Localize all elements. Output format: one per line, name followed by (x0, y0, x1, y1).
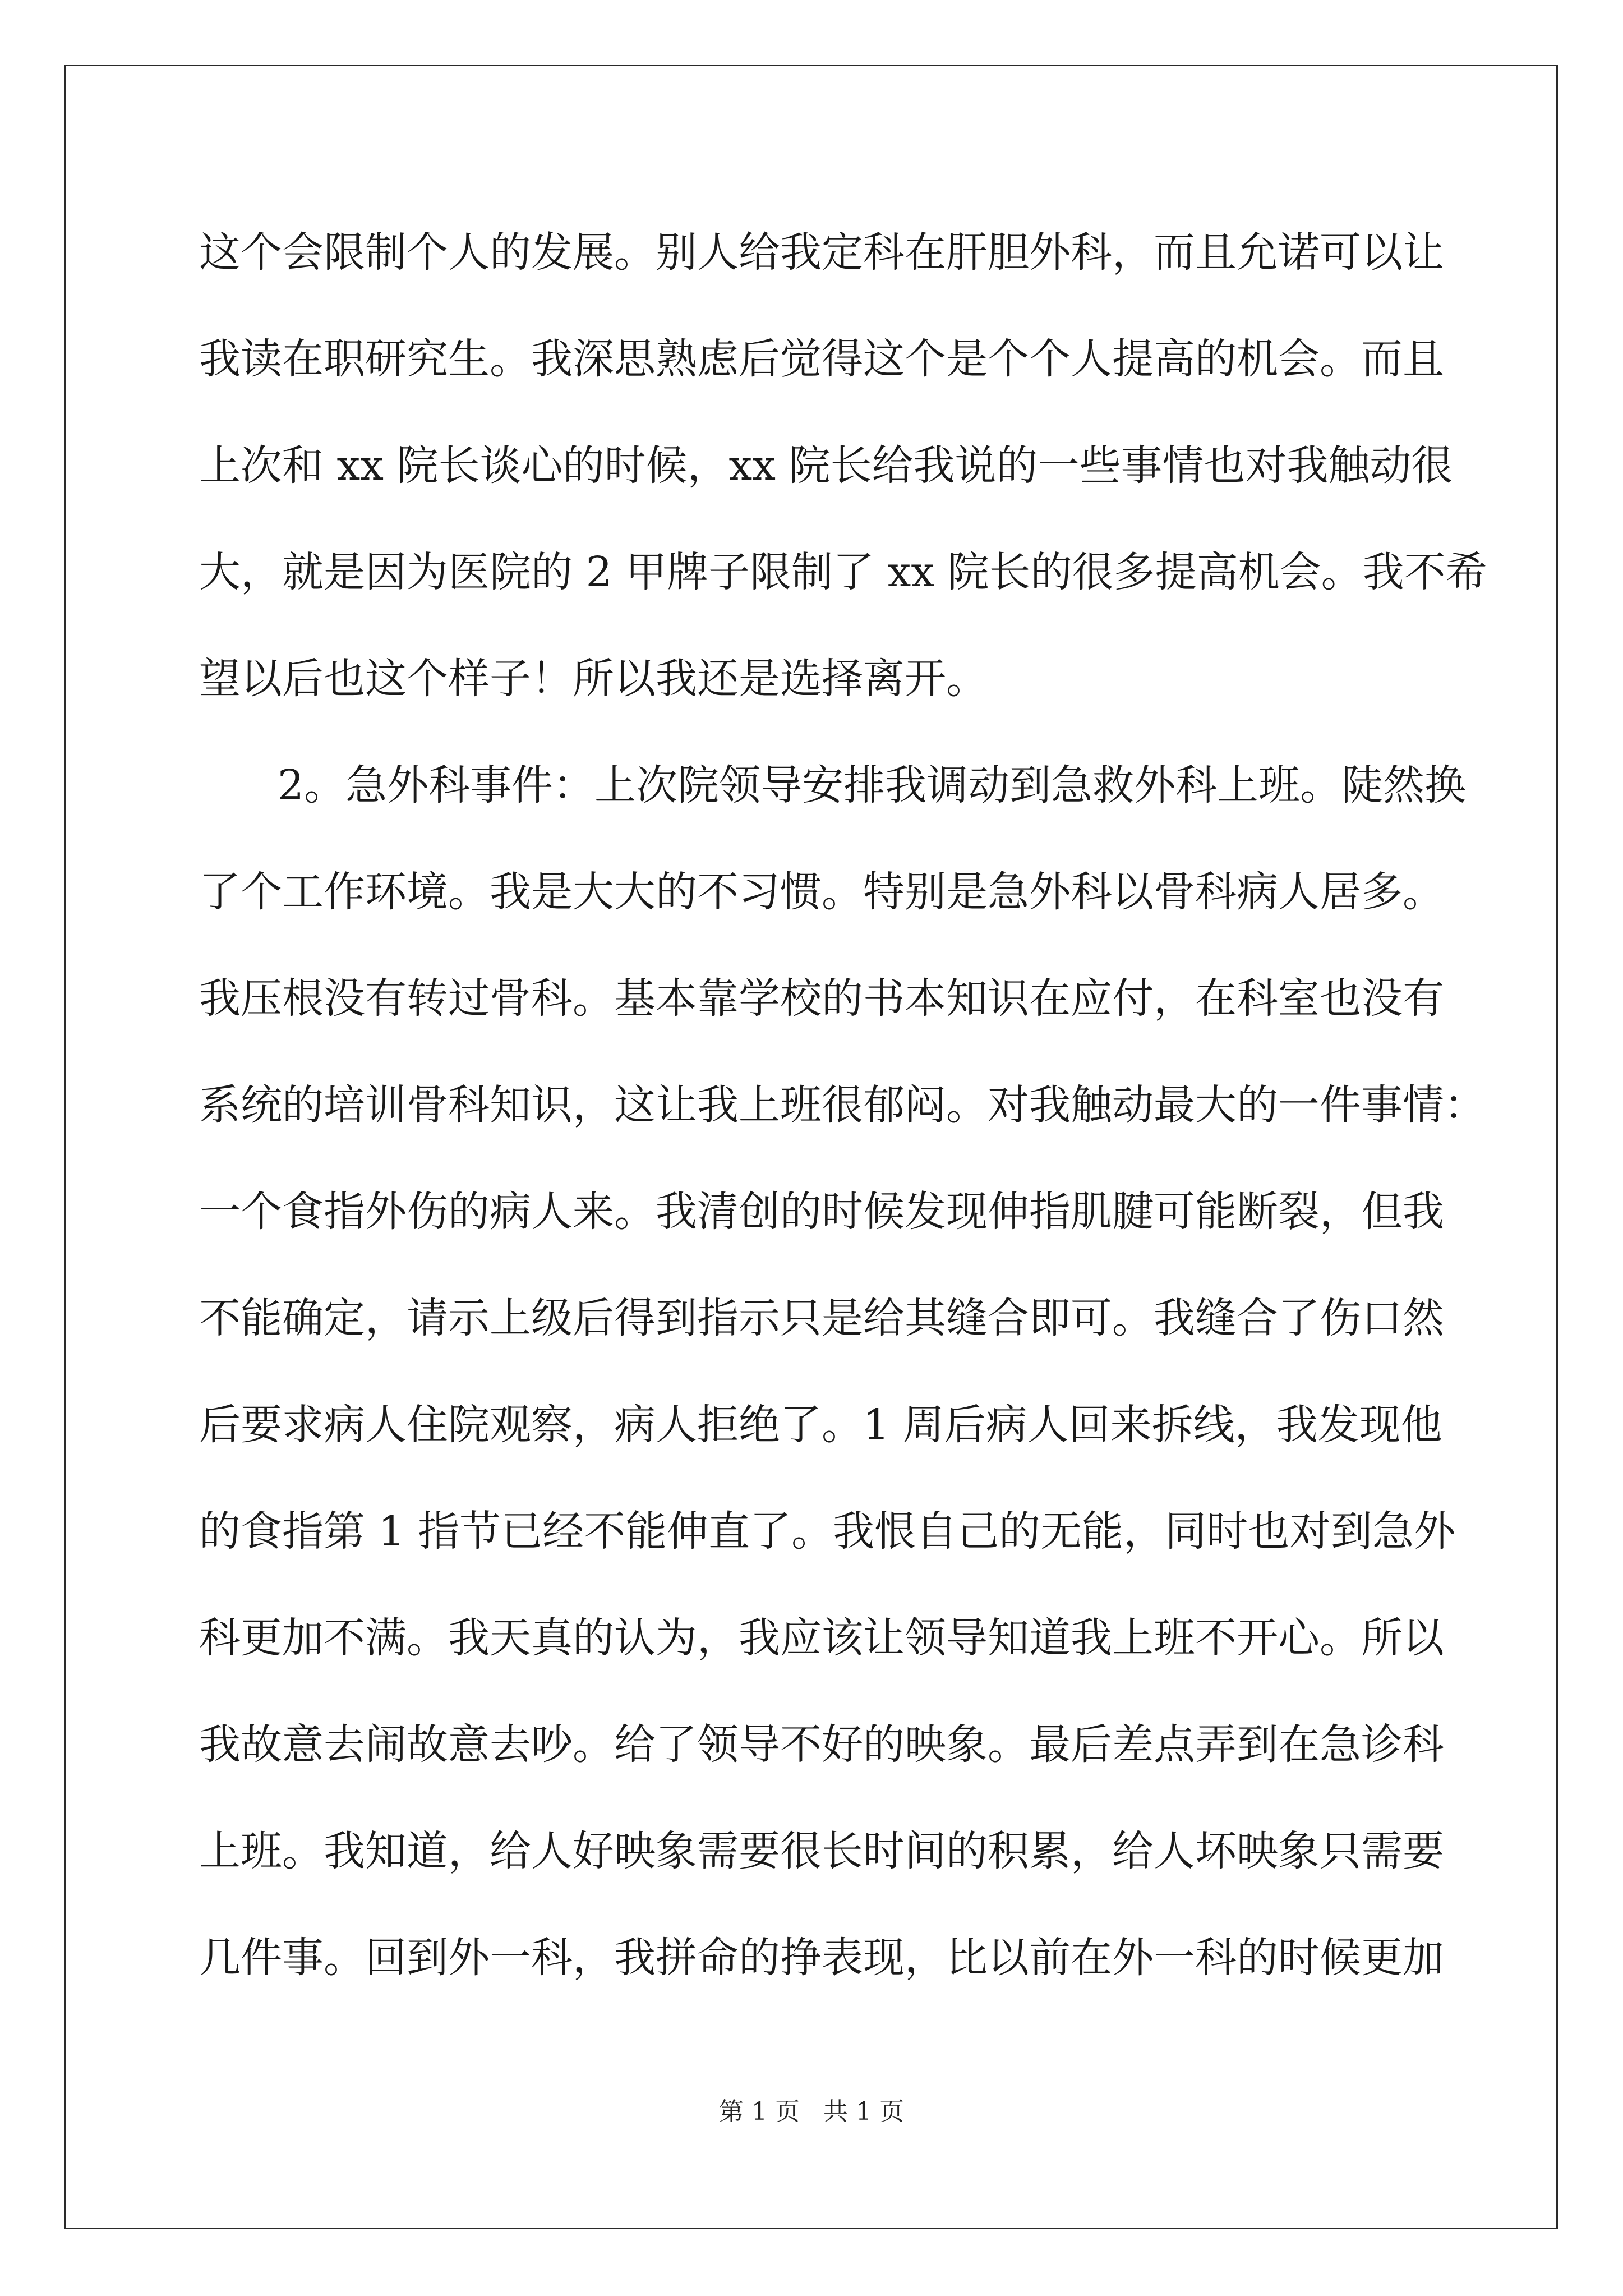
text-line: 上班。我知道，给人好映象需要很长时间的积累，给人坏映象只需要 (199, 1827, 1444, 1875)
document-body (199, 219, 1487, 1982)
text-line: 2。急外科事件：上次院领导安排我调动到急救外科上班。陡然换 (278, 761, 1467, 809)
text-line: 我故意去闹故意去吵。给了领导不好的映象。最后差点弄到在急诊科 (199, 1720, 1444, 1769)
text-line: 上次和 xx 院长谈心的时候，xx 院长给我说的一些事情也对我触动很 (199, 441, 1453, 490)
page-footer (0, 2095, 1623, 2129)
page-number: 第 1 页 (719, 2097, 800, 2126)
text-line: 大，就是因为医院的 2 甲牌子限制了 xx 院长的很多提高机会。我不希 (199, 548, 1487, 596)
text-line: 这个会限制个人的发展。别人给我定科在肝胆外科，而且允诺可以让 (199, 228, 1444, 277)
text-line: 我压根没有转过骨科。基本靠学校的书本知识在应付，在科室也没有 (199, 974, 1444, 1023)
text-line: 我读在职研究生。我深思熟虑后觉得这个是个个人提高的机会。而且 (199, 335, 1444, 383)
text-line: 科更加不满。我天真的认为，我应该让领导知道我上班不开心。所以 (199, 1614, 1444, 1662)
text-line: 几件事。回到外一科，我拼命的挣表现，比以前在外一科的时候更加 (199, 1934, 1444, 1982)
text-line: 一个食指外伤的病人来。我清创的时候发现伸指肌腱可能断裂，但我 (199, 1188, 1444, 1236)
text-line: 系统的培训骨科知识，这让我上班很郁闷。对我触动最大的一件事情： (199, 1081, 1486, 1129)
text-line: 后要求病人住院观察，病人拒绝了。1 周后病人回来拆线，我发现他 (199, 1401, 1442, 1449)
text-line: 望以后也这个样子！所以我还是选择离开。 (199, 655, 988, 703)
page-total: 共 1 页 (823, 2097, 904, 2126)
text-line: 的食指第 1 指节已经不能伸直了。我恨自己的无能，同时也对到急外 (199, 1507, 1456, 1556)
text-line: 了个工作环境。我是大大的不习惯。特别是急外科以骨科病人居多。 (199, 868, 1444, 916)
text-line: 不能确定，请示上级后得到指示只是给其缝合即可。我缝合了伤口然 (199, 1294, 1444, 1342)
